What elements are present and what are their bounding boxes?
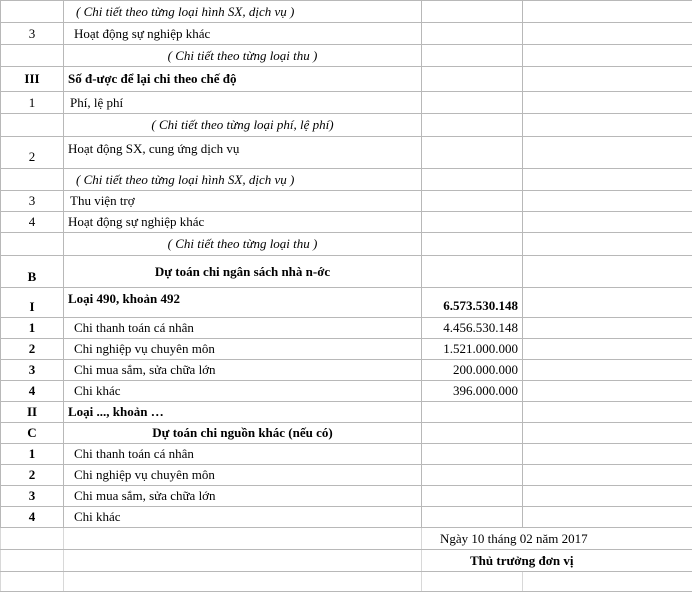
footer-cell xyxy=(64,550,422,572)
row-description: Chi nghiệp vụ chuyên môn xyxy=(64,339,422,360)
table-row xyxy=(1,23,692,45)
row-amount xyxy=(422,45,523,67)
row-number xyxy=(1,233,64,256)
row-number: 4 xyxy=(1,212,64,233)
row-number: C xyxy=(1,423,64,444)
row-description: Hoạt động sự nghiệp khác xyxy=(64,212,422,233)
row-extra xyxy=(523,45,692,67)
row-description: ( Chi tiết theo từng loại thu ) xyxy=(64,45,422,67)
row-number: 2 xyxy=(1,465,64,486)
table-row xyxy=(1,92,692,114)
row-description: Chi thanh toán cá nhân xyxy=(64,444,422,465)
row-extra xyxy=(523,212,692,233)
row-description: ( Chi tiết theo từng loại hình SX, dịch vụ ) xyxy=(64,1,422,23)
row-number: 4 xyxy=(1,507,64,528)
row-description: Dự toán chi nguồn khác (nếu có) xyxy=(64,423,422,444)
row-amount xyxy=(422,114,523,137)
row-extra xyxy=(523,402,692,423)
row-amount: 4.456.530.148 xyxy=(422,318,523,339)
row-description: Loại ..., khoản … xyxy=(64,402,422,423)
row-description: ( Chi tiết theo từng loại hình SX, dịch vụ ) xyxy=(64,169,422,191)
table-row xyxy=(1,339,692,360)
row-number xyxy=(1,45,64,67)
footer-cell xyxy=(1,550,64,572)
row-extra xyxy=(523,423,692,444)
row-number: B xyxy=(1,256,64,288)
row-amount xyxy=(422,137,523,169)
row-description: ( Chi tiết theo từng loại thu ) xyxy=(64,233,422,256)
table-row xyxy=(1,402,692,423)
row-amount: 200.000.000 xyxy=(422,360,523,381)
table-row xyxy=(1,233,692,256)
table-row xyxy=(1,486,692,507)
row-description: Chi nghiệp vụ chuyên môn xyxy=(64,465,422,486)
table-row xyxy=(1,318,692,339)
row-description: Số đ-ược để lại chi theo chế độ xyxy=(64,67,422,92)
row-amount xyxy=(422,92,523,114)
table-row xyxy=(1,423,692,444)
footer-signer-row xyxy=(1,550,692,572)
row-number: II xyxy=(1,402,64,423)
row-number: 1 xyxy=(1,444,64,465)
row-amount xyxy=(422,23,523,45)
row-amount xyxy=(422,507,523,528)
row-description: Loại 490, khoản 492 xyxy=(64,288,422,318)
row-extra xyxy=(523,486,692,507)
row-extra xyxy=(523,256,692,288)
footer-cell xyxy=(64,528,422,550)
table-row xyxy=(1,1,692,23)
table-row xyxy=(1,444,692,465)
footer-blank-row xyxy=(1,572,692,592)
row-number: 1 xyxy=(1,92,64,114)
row-amount xyxy=(422,1,523,23)
row-extra xyxy=(523,233,692,256)
table-row xyxy=(1,45,692,67)
table-row xyxy=(1,114,692,137)
row-extra xyxy=(523,444,692,465)
row-number: 2 xyxy=(1,339,64,360)
row-number: 3 xyxy=(1,191,64,212)
row-extra xyxy=(523,169,692,191)
table-row xyxy=(1,169,692,191)
row-extra xyxy=(523,92,692,114)
footer-cell xyxy=(422,572,523,592)
table-row xyxy=(1,288,692,318)
row-description: Dự toán chi ngân sách nhà n-ớc xyxy=(64,256,422,288)
row-extra xyxy=(523,360,692,381)
row-extra xyxy=(523,137,692,169)
row-extra xyxy=(523,191,692,212)
row-number: 1 xyxy=(1,318,64,339)
row-description: ( Chi tiết theo từng loại phí, lệ phí) xyxy=(64,114,422,137)
row-number xyxy=(1,169,64,191)
row-extra xyxy=(523,507,692,528)
row-number: III xyxy=(1,67,64,92)
row-number xyxy=(1,1,64,23)
row-number: 4 xyxy=(1,381,64,402)
footer-date-row xyxy=(1,528,692,550)
row-extra xyxy=(523,67,692,92)
table-row xyxy=(1,191,692,212)
footer-cell xyxy=(523,572,692,592)
table-row xyxy=(1,137,692,169)
row-amount: 396.000.000 xyxy=(422,381,523,402)
row-extra xyxy=(523,23,692,45)
row-amount xyxy=(422,256,523,288)
row-amount xyxy=(422,67,523,92)
row-extra xyxy=(523,339,692,360)
row-extra xyxy=(523,465,692,486)
row-description: Chi mua sắm, sửa chữa lớn xyxy=(64,486,422,507)
row-number xyxy=(1,114,64,137)
row-number: 3 xyxy=(1,23,64,45)
table-row xyxy=(1,212,692,233)
row-amount xyxy=(422,423,523,444)
footer-date: Ngày 10 tháng 02 năm 2017 xyxy=(422,528,692,550)
row-extra xyxy=(523,381,692,402)
footer-cell xyxy=(64,572,422,592)
row-amount xyxy=(422,233,523,256)
row-amount xyxy=(422,191,523,212)
row-description: Chi khác xyxy=(64,381,422,402)
table-row xyxy=(1,465,692,486)
table-row xyxy=(1,381,692,402)
row-amount xyxy=(422,169,523,191)
row-amount xyxy=(422,212,523,233)
row-extra xyxy=(523,114,692,137)
row-number: 2 xyxy=(1,137,64,169)
row-extra xyxy=(523,318,692,339)
row-description: Phí, lệ phí xyxy=(64,92,422,114)
table-row xyxy=(1,67,692,92)
row-description: Chi khác xyxy=(64,507,422,528)
row-amount: 6.573.530.148 xyxy=(422,288,523,318)
row-number: I xyxy=(1,288,64,318)
row-amount xyxy=(422,486,523,507)
row-description: Chi thanh toán cá nhân xyxy=(64,318,422,339)
row-amount: 1.521.000.000 xyxy=(422,339,523,360)
footer-cell xyxy=(1,572,64,592)
row-description: Thu viện trợ xyxy=(64,191,422,212)
row-description: Hoạt động SX, cung ứng dịch vụ xyxy=(64,137,422,169)
row-amount xyxy=(422,444,523,465)
row-amount xyxy=(422,465,523,486)
table-row xyxy=(1,507,692,528)
footer-signer: Thủ trưởng đơn vị xyxy=(422,550,692,572)
row-extra xyxy=(523,1,692,23)
row-amount xyxy=(422,402,523,423)
row-description: Hoạt động sự nghiệp khác xyxy=(64,23,422,45)
row-number: 3 xyxy=(1,486,64,507)
table-row xyxy=(1,256,692,288)
row-description: Chi mua sắm, sửa chữa lớn xyxy=(64,360,422,381)
row-number: 3 xyxy=(1,360,64,381)
row-extra xyxy=(523,288,692,318)
table-row xyxy=(1,360,692,381)
footer-cell xyxy=(1,528,64,550)
